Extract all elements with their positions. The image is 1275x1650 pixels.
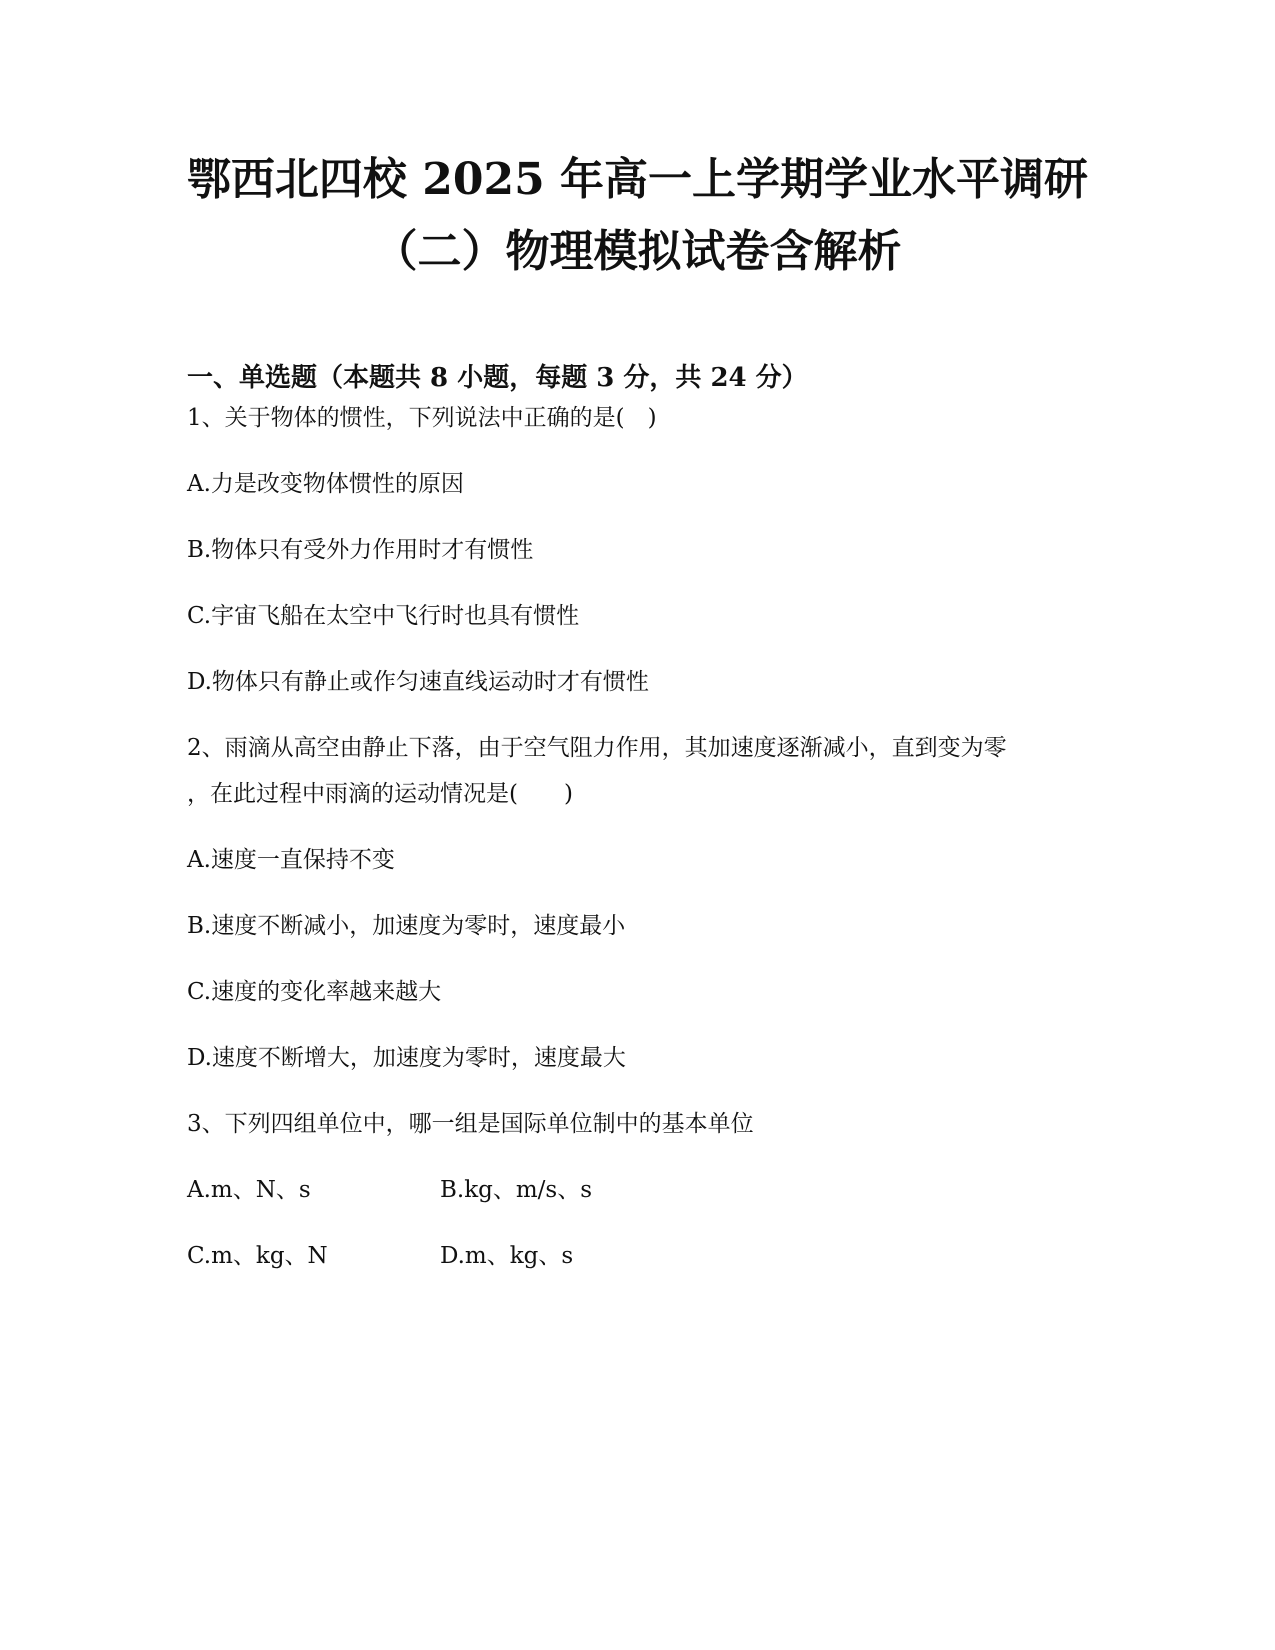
section-heading: 一、单选题（本题共 8 小题，每题 3 分，共 24 分）	[187, 363, 808, 393]
question-1-option-d: D.物体只有静止或作匀速直线运动时才有惯性	[187, 669, 649, 695]
question-3-stem: 3、下列四组单位中，哪一组是国际单位制中的基本单位	[187, 1111, 754, 1137]
question-2-option-b: B.速度不断减小，加速度为零时，速度最小	[187, 913, 626, 939]
question-1-stem: 1、关于物体的惯性，下列说法中正确的是( )	[187, 405, 657, 431]
question-2-stem-line-1: 2、雨滴从高空由静止下落，由于空气阻力作用，其加速度逐渐减小，直到变为零	[187, 735, 1007, 761]
question-2-option-a: A.速度一直保持不变	[187, 847, 395, 873]
question-1-option-a: A.力是改变物体惯性的原因	[187, 471, 464, 497]
question-2-option-d: D.速度不断增大，加速度为零时，速度最大	[187, 1045, 626, 1071]
question-2-option-c: C.速度的变化率越来越大	[187, 979, 442, 1005]
question-3-option-d: D.m、kg、s	[440, 1243, 574, 1269]
document-title-line-1: 鄂西北四校 2025 年高一上学期学业水平调研	[186, 154, 1089, 205]
question-1-option-c: C.宇宙飞船在太空中飞行时也具有惯性	[187, 603, 580, 629]
question-3-option-a: A.m、N、s	[187, 1177, 311, 1203]
question-3-option-b: B.kg、m/s、s	[440, 1177, 593, 1203]
question-1-option-b: B.物体只有受外力作用时才有惯性	[187, 537, 534, 563]
question-3-option-c: C.m、kg、N	[187, 1243, 328, 1269]
question-2-stem-line-2: ，在此过程中雨滴的运动情况是( )	[187, 781, 573, 807]
document-title-line-2: （二）物理模拟试卷含解析	[373, 226, 902, 277]
